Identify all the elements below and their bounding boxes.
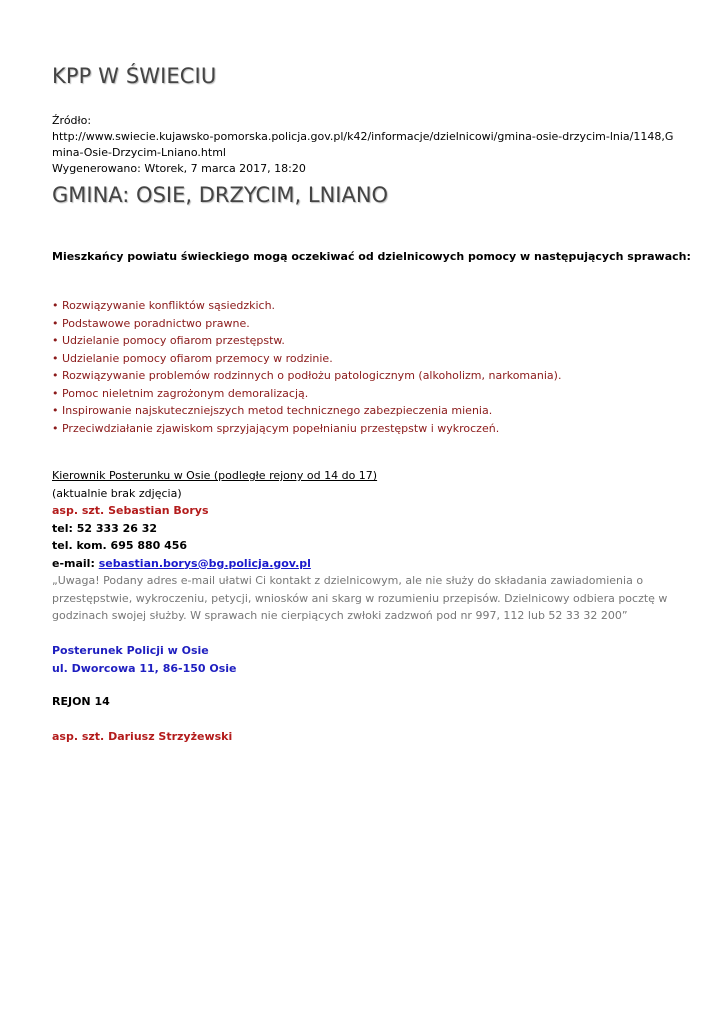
post-name: Posterunek Policji w Osie xyxy=(52,644,209,657)
article-title: GMINA: OSIE, DRZYCIM, LNIANO xyxy=(52,183,389,207)
list-item: • Inspirowanie najskuteczniejszych metod technicznego zabezpieczenia mienia. xyxy=(52,404,493,417)
services-list xyxy=(52,297,561,437)
email-row xyxy=(52,555,677,573)
source-label: Źródło: xyxy=(52,114,92,127)
source-meta xyxy=(52,113,677,177)
phone-number: tel: 52 333 26 32 xyxy=(52,521,158,535)
email-label: e-mail: xyxy=(52,556,99,570)
generated-date: Wygenerowano: Wtorek, 7 marca 2017, 18:20 xyxy=(52,162,306,175)
site-title: KPP W ŚWIECIU xyxy=(52,64,217,88)
list-item: • Udzielanie pomocy ofiarom przemocy w rodzinie. xyxy=(52,351,333,365)
officer-name: asp. szt. Sebastian Borys xyxy=(52,504,209,517)
list-item: • Udzielanie pomocy ofiarom przestępstw. xyxy=(52,334,285,347)
list-item: • Przeciwdziałanie zjawiskom sprzyjającym popełnianiu przestępstw i wykroczeń. xyxy=(52,421,500,435)
list-item: • Pomoc nieletnim zagrożonym demoralizacją. xyxy=(52,386,309,400)
list-item: • Rozwiązywanie problemów rodzinnych o podłożu patologicznym (alkoholizm, narkomania). xyxy=(52,369,562,382)
post-address: ul. Dworcowa 11, 86-150 Osie xyxy=(52,661,237,675)
list-item: • Rozwiązywanie konfliktów sąsiedzkich. xyxy=(52,299,276,312)
rejon-officer-name: asp. szt. Dariusz Strzyżewski xyxy=(52,730,233,743)
police-post xyxy=(52,642,237,677)
photo-note: (aktualnie brak zdjęcia) xyxy=(52,486,182,500)
contact-heading: Kierownik Posterunku w Osie (podległe rejony od 14 do 17) xyxy=(52,469,378,482)
list-item: • Podstawowe poradnictwo prawne. xyxy=(52,316,250,330)
intro-text: Mieszkańcy powiatu świeckiego mogą oczekiwać od dzielnicowych pomocy w następujących sprawach: xyxy=(52,250,691,263)
email-link[interactable]: sebastian.borys@bg.policja.gov.pl xyxy=(98,556,311,570)
contact-section xyxy=(52,467,677,625)
email-notice: „Uwaga! Podany adres e-mail ułatwi Ci kontakt z dzielnicowym, ale nie służy do składania zawiadomienia o przestępstwie, wykroczeniu, petycji, wniosków ani skarg w rozumieniu przepisów. Dzielnicowy odbiera pocztę w godzinach swojej służby. W sprawach nie cierpiących zwłoki zadzwoń pod nr 997, 112 lub 52 33 32 200” xyxy=(52,574,668,622)
rejon-label: REJON 14 xyxy=(52,695,110,708)
mobile-number: tel. kom. 695 880 456 xyxy=(52,539,188,552)
source-url: http://www.swiecie.kujawsko-pomorska.policja.gov.pl/k42/informacje/dzielnicowi/gmina-osie-drzycim-lnia/1148,Gmina-Osie-Drzycim-Lniano.html xyxy=(52,130,674,159)
